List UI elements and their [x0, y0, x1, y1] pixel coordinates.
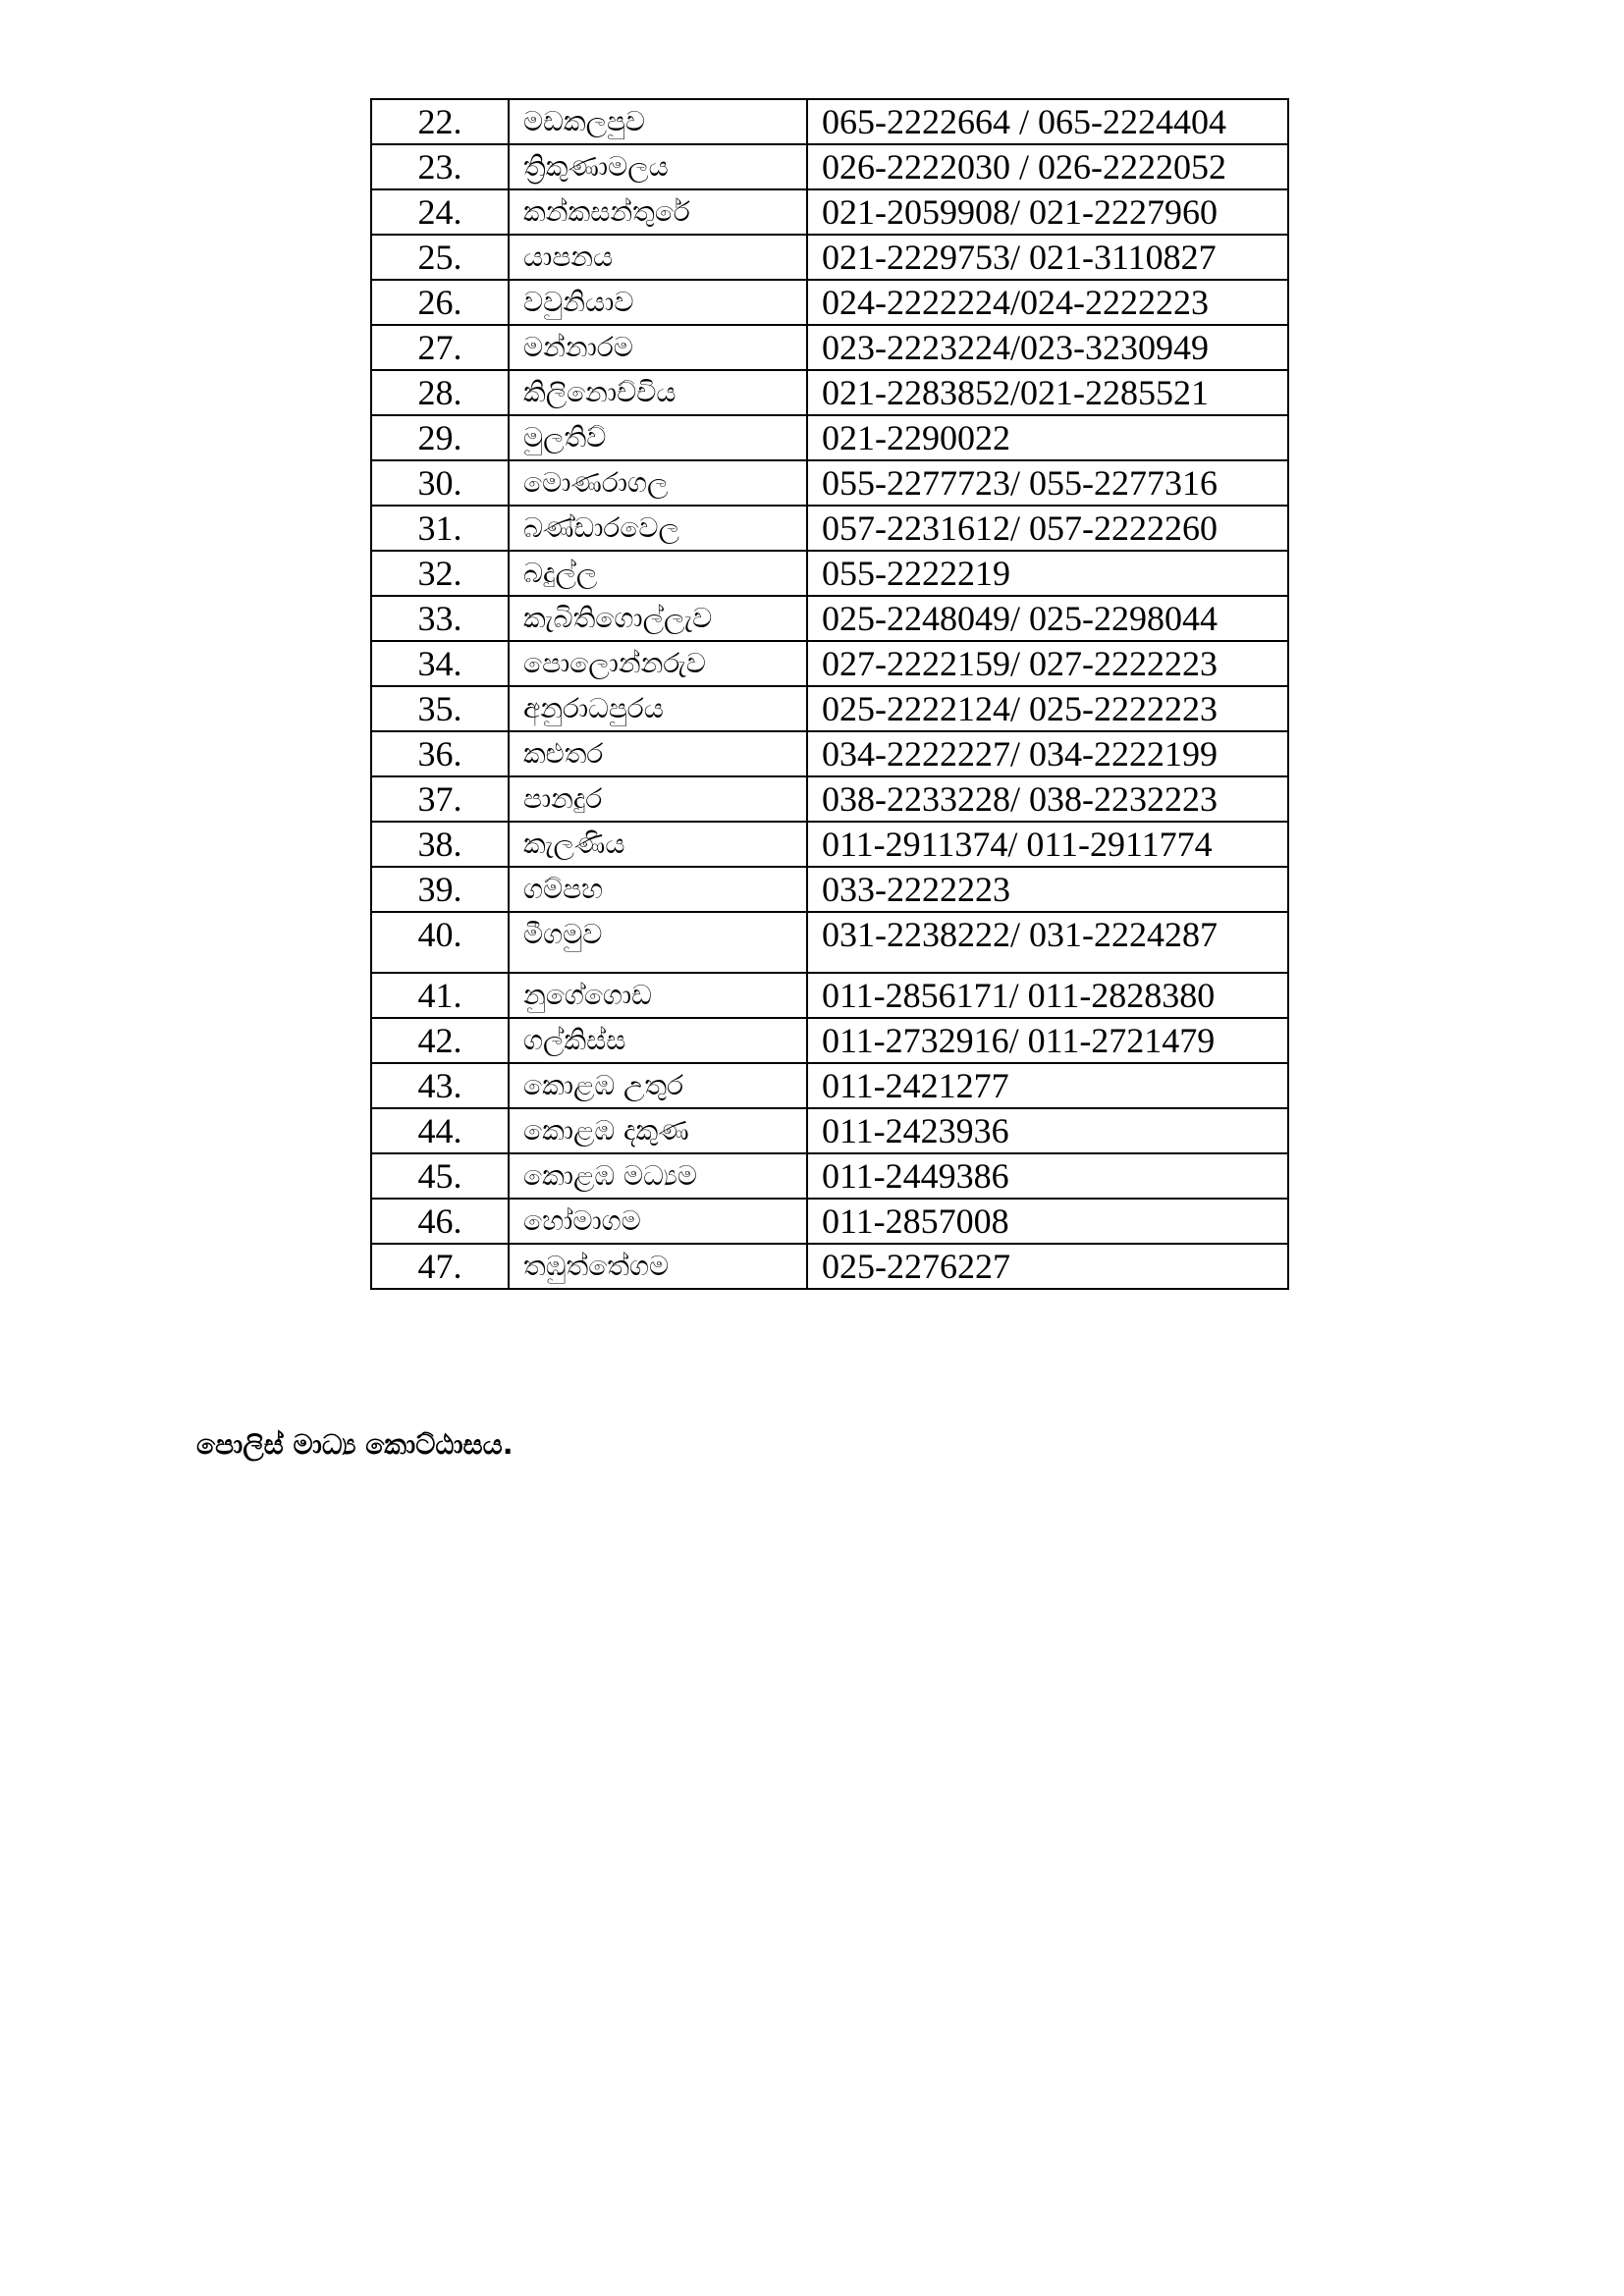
- station-name: මීගමුව: [509, 912, 807, 973]
- phone-numbers: 021-2059908/ 021-2227960: [807, 189, 1288, 235]
- table-row: [371, 370, 1288, 415]
- station-name: යාපනය: [509, 235, 807, 280]
- table-row: [371, 506, 1288, 551]
- station-name: ගල්කිස්ස: [509, 1018, 807, 1063]
- table-row: [371, 415, 1288, 460]
- phone-numbers: 027-2222159/ 027-2222223: [807, 641, 1288, 686]
- table-row: [371, 1063, 1288, 1108]
- row-number: 29.: [371, 415, 509, 460]
- phone-numbers: 055-2222219: [807, 551, 1288, 596]
- table-row: [371, 1153, 1288, 1199]
- table-row: [371, 144, 1288, 189]
- table-row: [371, 596, 1288, 641]
- row-number: 27.: [371, 325, 509, 370]
- phone-numbers: 011-2421277: [807, 1063, 1288, 1108]
- phone-numbers: 011-2732916/ 011-2721479: [807, 1018, 1288, 1063]
- station-name: කැබිතිගොල්ලැව: [509, 596, 807, 641]
- table-row: [371, 235, 1288, 280]
- station-name: මුලතිව්: [509, 415, 807, 460]
- phone-numbers: 023-2223224/023-3230949: [807, 325, 1288, 370]
- row-number: 34.: [371, 641, 509, 686]
- row-number: 37.: [371, 776, 509, 822]
- station-name: ත්‍රිකුණාමලය: [509, 144, 807, 189]
- row-number: 41.: [371, 973, 509, 1018]
- phone-numbers: 034-2222227/ 034-2222199: [807, 731, 1288, 776]
- station-name: තඹුත්තේගම: [509, 1244, 807, 1289]
- table-row: [371, 1199, 1288, 1244]
- station-name: කොළඹ දකුණ: [509, 1108, 807, 1153]
- phone-numbers: 025-2276227: [807, 1244, 1288, 1289]
- phone-numbers: 031-2238222/ 031-2224287: [807, 912, 1288, 973]
- station-name: පොලොන්නරුව: [509, 641, 807, 686]
- station-name: හෝමාගම: [509, 1199, 807, 1244]
- station-name: බණ්ඩාරවෙල: [509, 506, 807, 551]
- phone-numbers: 011-2423936: [807, 1108, 1288, 1153]
- row-number: 42.: [371, 1018, 509, 1063]
- table-row: [371, 99, 1288, 144]
- station-name: වවුනියාව: [509, 280, 807, 325]
- phone-numbers: 011-2857008: [807, 1199, 1288, 1244]
- station-name: බදුල්ල: [509, 551, 807, 596]
- phone-numbers: 033-2222223: [807, 867, 1288, 912]
- row-number: 38.: [371, 822, 509, 867]
- row-number: 22.: [371, 99, 509, 144]
- phone-numbers: 011-2911374/ 011-2911774: [807, 822, 1288, 867]
- row-number: 32.: [371, 551, 509, 596]
- table-row: [371, 1108, 1288, 1153]
- station-name: කළුතර: [509, 731, 807, 776]
- table-row: [371, 731, 1288, 776]
- row-number: 23.: [371, 144, 509, 189]
- station-name: නුගේගොඩ: [509, 973, 807, 1018]
- row-number: 30.: [371, 460, 509, 506]
- row-number: 31.: [371, 506, 509, 551]
- phone-numbers: 021-2290022: [807, 415, 1288, 460]
- row-number: 46.: [371, 1199, 509, 1244]
- row-number: 26.: [371, 280, 509, 325]
- police-contacts-table: [370, 98, 1289, 1290]
- phone-numbers: 011-2449386: [807, 1153, 1288, 1199]
- row-number: 40.: [371, 912, 509, 973]
- phone-numbers: 038-2233228/ 038-2232223: [807, 776, 1288, 822]
- table-row: [371, 551, 1288, 596]
- table-row: [371, 280, 1288, 325]
- phone-numbers: 025-2248049/ 025-2298044: [807, 596, 1288, 641]
- station-name: කිලිනොච්චිය: [509, 370, 807, 415]
- phone-numbers: 065-2222664 / 065-2224404: [807, 99, 1288, 144]
- station-name: මන්නාරම: [509, 325, 807, 370]
- station-name: කොළඹ උතුර: [509, 1063, 807, 1108]
- table-row: [371, 912, 1288, 973]
- row-number: 39.: [371, 867, 509, 912]
- phone-numbers: 021-2283852/021-2285521: [807, 370, 1288, 415]
- table-row: [371, 686, 1288, 731]
- phone-numbers: 021-2229753/ 021-3110827: [807, 235, 1288, 280]
- table-row: [371, 641, 1288, 686]
- station-name: කැලණිය: [509, 822, 807, 867]
- station-name: අනුරාධපුරය: [509, 686, 807, 731]
- station-name: ගම්පහ: [509, 867, 807, 912]
- phone-numbers: 057-2231612/ 057-2222260: [807, 506, 1288, 551]
- issuing-division-signature: පොලිස් මාධ්‍ය කොට්ඨාසය.: [196, 1428, 514, 1461]
- row-number: 33.: [371, 596, 509, 641]
- row-number: 28.: [371, 370, 509, 415]
- table-row: [371, 867, 1288, 912]
- table-row: [371, 189, 1288, 235]
- row-number: 24.: [371, 189, 509, 235]
- row-number: 45.: [371, 1153, 509, 1199]
- table-row: [371, 325, 1288, 370]
- phone-numbers: 011-2856171/ 011-2828380: [807, 973, 1288, 1018]
- row-number: 25.: [371, 235, 509, 280]
- station-name: මොණරාගල: [509, 460, 807, 506]
- table-row: [371, 776, 1288, 822]
- table-row: [371, 973, 1288, 1018]
- table-row: [371, 822, 1288, 867]
- table-row: [371, 460, 1288, 506]
- station-name: මඩකලපුව: [509, 99, 807, 144]
- table-row: [371, 1018, 1288, 1063]
- row-number: 36.: [371, 731, 509, 776]
- row-number: 43.: [371, 1063, 509, 1108]
- phone-numbers: 055-2277723/ 055-2277316: [807, 460, 1288, 506]
- phone-numbers: 026-2222030 / 026-2222052: [807, 144, 1288, 189]
- phone-numbers: 025-2222124/ 025-2222223: [807, 686, 1288, 731]
- phone-numbers: 024-2222224/024-2222223: [807, 280, 1288, 325]
- row-number: 44.: [371, 1108, 509, 1153]
- station-name: කන්කසන්තුරේ: [509, 189, 807, 235]
- table-row: [371, 1244, 1288, 1289]
- row-number: 47.: [371, 1244, 509, 1289]
- station-name: පානදුර: [509, 776, 807, 822]
- station-name: කොළඹ මධ්‍යම: [509, 1153, 807, 1199]
- row-number: 35.: [371, 686, 509, 731]
